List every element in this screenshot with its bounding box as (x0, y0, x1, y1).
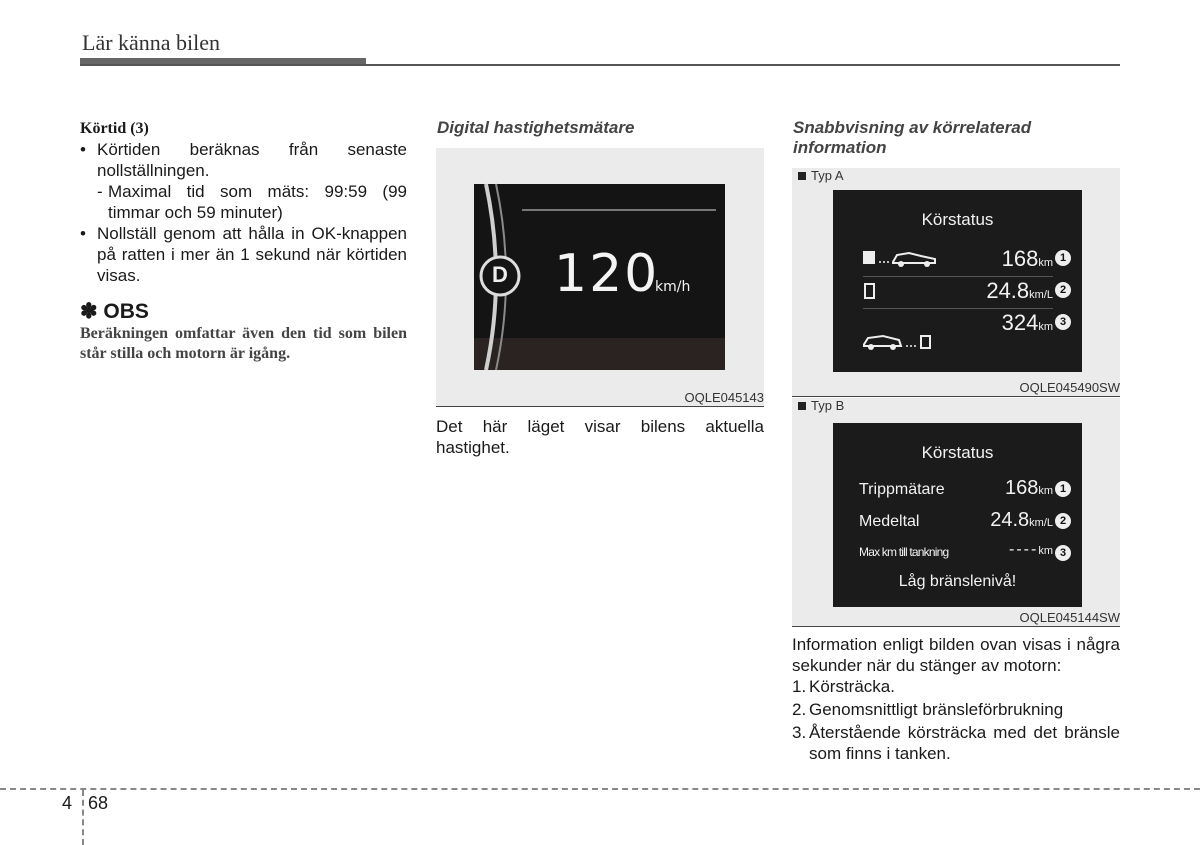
section-heading: Körtid (3) (80, 120, 149, 137)
callout-number-1: 1 (1055, 481, 1071, 497)
figure-rule (436, 406, 764, 407)
figure-code: OQLE045144SW (1019, 610, 1120, 625)
callout-number-2: 2 (1055, 282, 1071, 298)
avg-consumption-value: 24.8km/L (986, 278, 1053, 303)
type-a-label: Typ A (798, 168, 844, 183)
speedometer-description: Det här läget visar bilens aktuella hastighet. (436, 417, 764, 457)
list-item (80, 139, 407, 181)
square-icon (798, 402, 806, 410)
info-intro: Information enligt bilden ovan visas i några sekunder när du stänger av motorn: (792, 635, 1120, 675)
callout-number-3: 3 (1055, 314, 1071, 330)
speed-unit: km/h (655, 279, 691, 295)
header-rule (80, 64, 1120, 66)
subitem-text: Maximal tid som mäts: 99:59 (99 timmar och 59 minuter) (108, 182, 407, 222)
note-title: ✽ OBS (80, 300, 149, 323)
footer-rule (0, 788, 1200, 790)
callout-number-2: 2 (1055, 513, 1071, 529)
range-value: 324km (1001, 310, 1053, 335)
trip-value: 168km (1004, 477, 1053, 499)
list-item: 3. Återstående körsträcka med det bränsle som finns i tanken. (792, 723, 1120, 763)
average-value: 24.8km/L (990, 509, 1053, 531)
bullet-text: Körtiden beräknas från senaste nollställningen. (97, 140, 407, 180)
figure-caption: Snabbvisning av körrelaterad information (793, 118, 1032, 157)
car-icon (863, 248, 943, 368)
callout-number-1: 1 (1055, 250, 1071, 266)
dash-icon: - (97, 182, 103, 201)
figure-rule (792, 626, 1120, 627)
average-label: Medeltal (859, 513, 920, 530)
square-icon (798, 172, 806, 180)
figure-speedometer (436, 148, 764, 406)
list-item (80, 223, 407, 286)
bullet-icon: • (80, 140, 86, 159)
list-item: 2. Genomsnittligt bränsleförbrukning (792, 700, 1064, 719)
info-list (792, 676, 1120, 764)
figure-rule (792, 396, 1120, 397)
figure-typ-a (792, 168, 1120, 396)
section-number: 4 (62, 793, 73, 813)
display-typ-b (833, 423, 1082, 607)
list-subitem (80, 181, 407, 223)
speed-value: 120 (554, 244, 660, 304)
type-b-label: Typ B (798, 398, 844, 413)
column-left (80, 118, 407, 364)
note-text: Beräkningen omfattar även den tid som bilen står stilla och motorn är igång. (80, 325, 407, 362)
display-title: Körstatus (921, 210, 994, 229)
low-fuel-warning: Låg bränslenivå! (898, 573, 1017, 590)
display-title: Körstatus (921, 443, 994, 462)
bullet-icon: • (80, 224, 86, 243)
bullet-text: Nollställ genom att hålla in OK-knappen på ratten i mer än 1 sekund när körtiden visas. (97, 224, 407, 285)
trip-label: Trippmätare (859, 481, 945, 498)
figure-caption: Digital hastighetsmätare (437, 118, 635, 137)
figure-code: OQLE045490SW (1019, 380, 1120, 395)
callout-number-3: 3 (1055, 545, 1071, 561)
figure-code: OQLE045143 (684, 390, 764, 405)
footer-divider (82, 790, 84, 845)
gear-indicator: D (492, 262, 508, 287)
range-label: Max km till tankning (859, 545, 949, 559)
display-typ-a (833, 190, 1082, 372)
range-value: ----km (1009, 541, 1053, 558)
page-number: 68 (88, 793, 109, 813)
trip-distance-value: 168km (1001, 246, 1053, 271)
list-item: 1. Körsträcka. (792, 677, 895, 696)
page-header-title: Lär känna bilen (82, 30, 221, 55)
figure-typ-b (792, 398, 1120, 626)
